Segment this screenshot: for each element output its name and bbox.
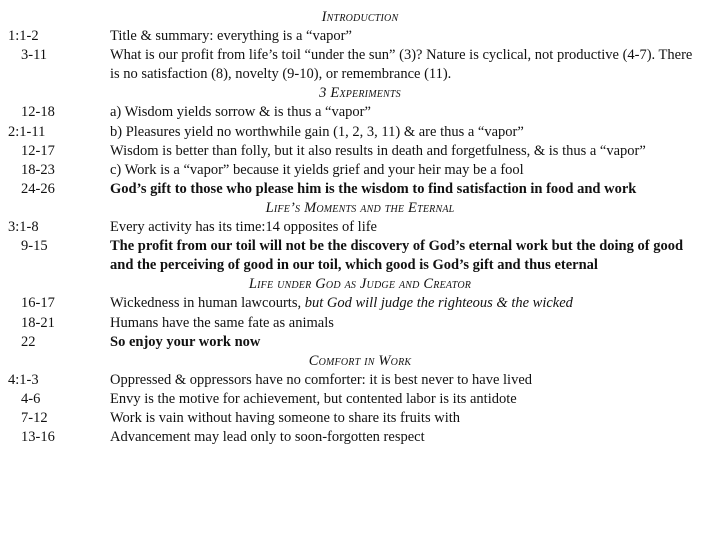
row-description: What is our profit from life’s toil “under the sun” (3)? Nature is cyclical, not productive (4-7). There is no satisfaction (8), novelty (9-10), or remembrance (11). (110, 47, 693, 83)
verse-reference: 12-18 (21, 104, 55, 121)
verse-reference: 18-21 (21, 314, 55, 331)
verse-reference: 2:1-11 (8, 123, 46, 140)
section-heading-lifes-moments: Life’s Moments and the Eternal (265, 199, 455, 216)
row-description: Humans have the same fate as animals (110, 314, 334, 331)
section-heading-introduction: Introduction (321, 9, 399, 25)
row-description: c) Work is a “vapor” because it yields grief and your heir may be a fool (110, 161, 524, 178)
row-description: Envy is the motive for achievement, but contented labor is its antidote (110, 390, 517, 407)
section-heading-life-under-god: Life under God as Judge and Creator (248, 276, 472, 293)
outline-row (0, 314, 723, 333)
outline-row (0, 103, 723, 122)
row-description: a) Wisdom yields sorrow & is thus a “vapor” (110, 104, 371, 121)
section-heading-experiments: 3 Experiments (319, 85, 401, 102)
section-heading-comfort-in-work: Comfort in Work (308, 352, 412, 369)
row-description: The profit from our toil will not be the discovery of God’s eternal work but the doing of good and the perceiving of good in our toil, which good is God’s gift and thus eternal (110, 238, 684, 274)
verse-reference: 3:1-8 (8, 219, 39, 236)
outline-row (0, 123, 723, 142)
outline-row (0, 180, 723, 199)
outline-row (0, 294, 723, 313)
verse-reference: 1:1-2 (8, 28, 39, 45)
outline-row (0, 27, 723, 46)
outline-row (0, 409, 723, 428)
verse-reference: 4-6 (21, 390, 41, 407)
verse-reference: 4:1-3 (8, 371, 39, 388)
outline-row (0, 371, 723, 390)
outline-row (0, 218, 723, 237)
row-description: So enjoy your work now (110, 333, 261, 350)
row-description: Every activity has its time:14 opposites of life (110, 219, 377, 236)
verse-reference: 24-26 (21, 180, 55, 197)
verse-reference: 18-23 (21, 161, 55, 178)
row-text-italic: but God will judge the righteous & the wicked (304, 295, 573, 312)
row-description (110, 294, 695, 313)
outline-row (0, 142, 723, 161)
outline-row (0, 428, 723, 447)
row-description: Wisdom is better than folly, but it also results in death and forgetfulness, & is thus a “vapor” (110, 142, 646, 159)
row-description: Title & summary: everything is a “vapor” (110, 28, 352, 45)
row-description: Advancement may lead only to soon-forgotten respect (110, 429, 425, 446)
outline-row (0, 333, 723, 352)
verse-reference: 3-11 (21, 47, 48, 64)
verse-reference: 12-17 (21, 142, 55, 159)
row-description: Oppressed & oppressors have no comforter: it is best never to have lived (110, 371, 533, 388)
outline-row (0, 390, 723, 409)
verse-reference: 16-17 (21, 295, 55, 312)
verse-reference: 22 (21, 333, 36, 350)
verse-reference: 13-16 (21, 429, 55, 446)
row-description: Work is vain without having someone to share its fruits with (110, 409, 461, 426)
row-text: Wickedness in human lawcourts, (110, 295, 305, 312)
verse-reference: 7-12 (21, 409, 48, 426)
outline-row (0, 237, 723, 275)
row-description: God’s gift to those who please him is the wisdom to find satisfaction in food and work (110, 180, 637, 197)
outline-row (0, 46, 723, 84)
outline-row (0, 161, 723, 180)
verse-reference: 9-15 (21, 238, 48, 255)
row-description: b) Pleasures yield no worthwhile gain (1, 2, 3, 11) & are thus a “vapor” (110, 123, 524, 140)
